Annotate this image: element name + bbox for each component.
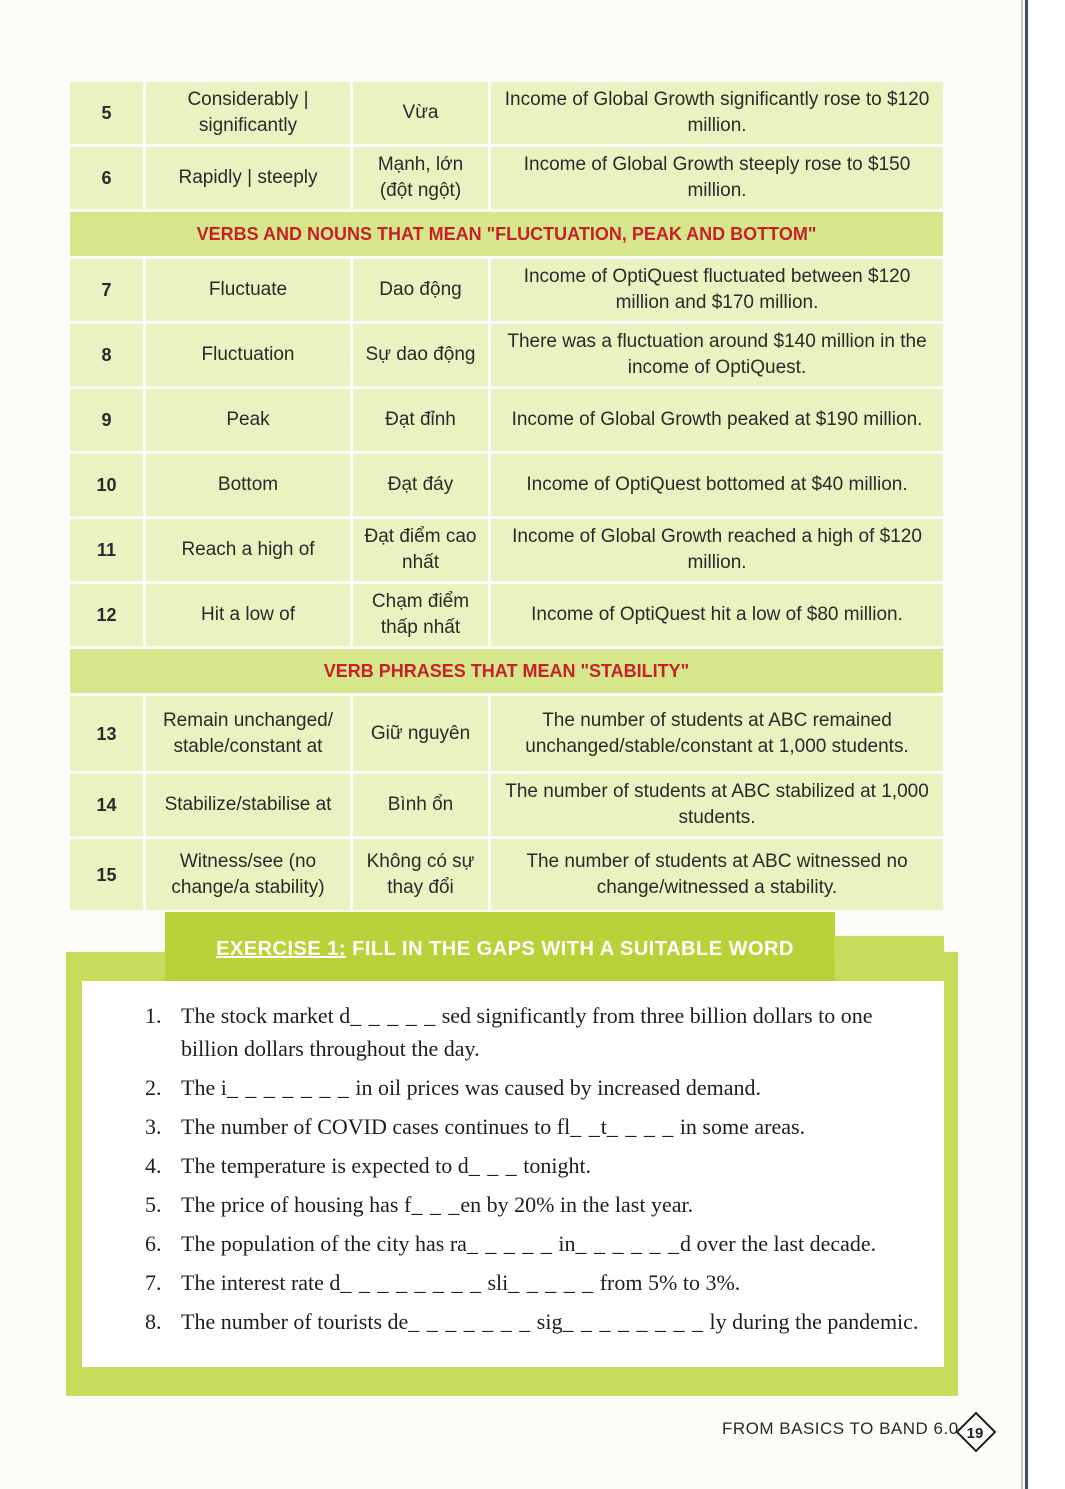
item-number: 6. [145, 1231, 162, 1256]
table-row [69, 323, 945, 388]
gap-blank: _ _ _ _ _ _ _ [408, 1309, 532, 1334]
sentence-part: The interest rate d [181, 1270, 341, 1295]
table-row [69, 518, 945, 583]
gap-blank: _ _ _ _ _ [350, 1003, 437, 1028]
sentence-part: in some areas. [674, 1114, 806, 1139]
table-row [69, 81, 945, 146]
vocabulary-table [67, 79, 946, 913]
gap-blank: _ _ _ _ _ [466, 1231, 553, 1256]
meaning-cell: Vừa [352, 81, 490, 146]
example-cell: The number of students at ABC witnessed no change/witnessed a stability. [490, 838, 945, 912]
table-row [69, 453, 945, 518]
meaning-cell: Mạnh, lớn (đột ngột) [352, 146, 490, 211]
sentence-part: The stock market d [181, 1003, 351, 1028]
section-header-stability: VERB PHRASES THAT MEAN "STABILITY" [69, 648, 945, 695]
example-cell: Income of Global Growth significantly rose to $120 million. [490, 81, 945, 146]
exercise-list [145, 999, 920, 1344]
item-number: 4. [145, 1153, 162, 1178]
item-number: 5. [145, 1192, 162, 1217]
table-row [69, 146, 945, 211]
table-row [69, 773, 945, 838]
meaning-cell: Dao động [352, 258, 490, 323]
row-number: 9 [69, 388, 145, 453]
term-cell: Witness/see (no change/a stability) [145, 838, 352, 912]
row-number: 13 [69, 695, 145, 773]
meaning-cell: Đạt đáy [352, 453, 490, 518]
gap-blank: _ _ _ _ _ _ _ _ [340, 1270, 482, 1295]
term-cell: Considerably | significantly [145, 81, 352, 146]
sentence-part: The temperature is expected to d [181, 1153, 469, 1178]
example-cell: The number of students at ABC stabilized at 1,000 students. [490, 773, 945, 838]
sentence-part: The price of housing has f [181, 1192, 412, 1217]
gap-blank: _ _ _ _ [606, 1114, 675, 1139]
sentence-part: in oil prices was caused by increased demand. [349, 1075, 761, 1100]
exercise-item [145, 1110, 920, 1143]
sentence-part: The population of the city has ra [181, 1231, 467, 1256]
table-row [69, 388, 945, 453]
gap-blank: _ _ [570, 1114, 601, 1139]
gap-blank: _ _ _ _ _ _ _ _ [562, 1309, 704, 1334]
sentence-part: from 5% to 3%. [594, 1270, 741, 1295]
term-cell: Reach a high of [145, 518, 352, 583]
exercise-item [145, 999, 920, 1065]
exercise-item [145, 1149, 920, 1182]
row-number: 15 [69, 838, 145, 912]
item-number: 8. [145, 1309, 162, 1334]
term-cell: Fluctuation [145, 323, 352, 388]
sentence-part: The i [181, 1075, 227, 1100]
gap-blank: _ _ _ _ _ _ _ [226, 1075, 350, 1100]
exercise-item [145, 1071, 920, 1104]
term-cell: Hit a low of [145, 583, 352, 648]
row-number: 14 [69, 773, 145, 838]
gap-blank: _ _ _ _ _ _ [575, 1231, 681, 1256]
meaning-cell: Bình ổn [352, 773, 490, 838]
table-row [69, 838, 945, 912]
example-cell: Income of Global Growth reached a high of $120 million. [490, 518, 945, 583]
item-number: 3. [145, 1114, 162, 1139]
item-number: 1. [145, 1003, 162, 1028]
gap-blank: _ _ _ [411, 1192, 461, 1217]
sentence-part: d over the last decade. [680, 1231, 877, 1256]
sentence-part: tonight. [517, 1153, 592, 1178]
example-cell: There was a fluctuation around $140 million in the income of OptiQuest. [490, 323, 945, 388]
exercise-instruction: FILL IN THE GAPS WITH A SUITABLE WORD [346, 938, 794, 960]
row-number: 11 [69, 518, 145, 583]
row-number: 8 [69, 323, 145, 388]
exercise-title [165, 938, 845, 961]
term-cell: Bottom [145, 453, 352, 518]
exercise-number: EXERCISE 1: [216, 938, 347, 960]
sentence-part: en by 20% in the last year. [460, 1192, 694, 1217]
exercise-item [145, 1266, 920, 1299]
sentence-part: in [552, 1231, 576, 1256]
row-number: 6 [69, 146, 145, 211]
term-cell: Fluctuate [145, 258, 352, 323]
exercise-item [145, 1305, 920, 1338]
example-cell: The number of students at ABC remained unchanged/stable/constant at 1,000 students. [490, 695, 945, 773]
row-number: 12 [69, 583, 145, 648]
term-cell: Stabilize/stabilise at [145, 773, 352, 838]
example-cell: Income of Global Growth peaked at $190 million. [490, 388, 945, 453]
table-row [69, 583, 945, 648]
sentence-part: ly during the pandemic. [703, 1309, 919, 1334]
meaning-cell: Giữ nguyên [352, 695, 490, 773]
gap-blank: _ _ _ _ _ [508, 1270, 595, 1295]
example-cell: Income of OptiQuest fluctuated between $120 million and $170 million. [490, 258, 945, 323]
item-number: 7. [145, 1270, 162, 1295]
table-row [69, 695, 945, 773]
page-number: 19 [966, 1425, 984, 1442]
book-title-footer: FROM BASICS TO BAND 6.0 [722, 1419, 959, 1438]
term-cell: Peak [145, 388, 352, 453]
section-header-row [69, 211, 945, 258]
gap-blank: _ _ _ [468, 1153, 518, 1178]
term-cell: Remain unchanged/ stable/constant at [145, 695, 352, 773]
section-header-row [69, 648, 945, 695]
example-cell: Income of Global Growth steeply rose to $150 million. [490, 146, 945, 211]
row-number: 7 [69, 258, 145, 323]
sentence-part: sli [481, 1270, 509, 1295]
item-number: 2. [145, 1075, 162, 1100]
row-number: 5 [69, 81, 145, 146]
row-number: 10 [69, 453, 145, 518]
meaning-cell: Đạt đỉnh [352, 388, 490, 453]
example-cell: Income of OptiQuest hit a low of $80 million. [490, 583, 945, 648]
sentence-part: sed significantly from three billion dollars to one billion dollars throughout the day. [181, 1003, 873, 1061]
spine-edge [1025, 0, 1028, 1489]
table-row [69, 258, 945, 323]
meaning-cell: Đạt điểm cao nhất [352, 518, 490, 583]
exercise-frame-notch [834, 936, 944, 956]
term-cell: Rapidly | steeply [145, 146, 352, 211]
meaning-cell: Không có sự thay đổi [352, 838, 490, 912]
example-cell: Income of OptiQuest bottomed at $40 million. [490, 453, 945, 518]
meaning-cell: Chạm điểm thấp nhất [352, 583, 490, 648]
sentence-part: The number of COVID cases continues to fl [181, 1114, 571, 1139]
meaning-cell: Sự dao động [352, 323, 490, 388]
sentence-part: The number of tourists de [181, 1309, 409, 1334]
exercise-item [145, 1188, 920, 1221]
section-header-fluctuation: VERBS AND NOUNS THAT MEAN "FLUCTUATION, PEAK AND BOTTOM" [69, 211, 945, 258]
sentence-part: sig [531, 1309, 563, 1334]
exercise-item [145, 1227, 920, 1260]
sentence-part: t [600, 1114, 607, 1139]
book-spine [1021, 0, 1065, 1489]
page-number-badge [954, 1410, 998, 1454]
